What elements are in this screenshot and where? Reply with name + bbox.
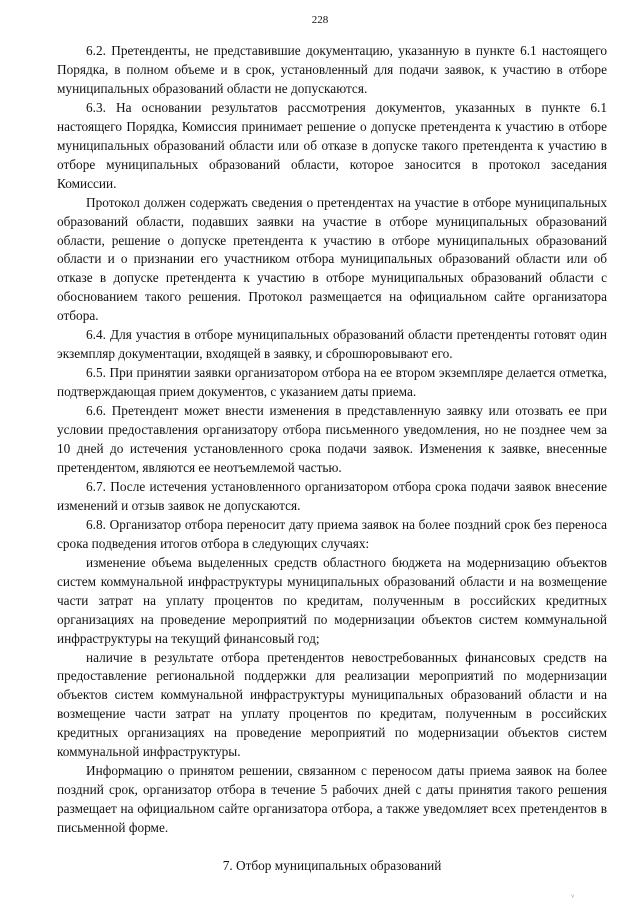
paragraph-6-8: 6.8. Организатор отбора переносит дату приема заявок на более поздний срок без переноса срока подведения итогов отбора в следующих случаях: <box>57 516 607 551</box>
page-number: 228 <box>311 14 329 26</box>
paragraph-notification: Информацию о принятом решении, связанном с переносом даты приема заявок на более поздний срок, организатор отбора в течение 5 рабочих дней с даты принятия такого решения размещает на официальном сайте организатора отбора, а также уведомляет всех претендентов в письменной форме. <box>57 763 607 836</box>
section-title: 7. Отбор муниципальных образований <box>222 858 442 874</box>
paragraph-6-5: 6.5. При принятии заявки организатором отбора на ее втором экземпляре делается отметка, подтверждающая прием документов, с указанием даты приема. <box>57 365 607 400</box>
paragraph-6-6: 6.6. Претендент может внести изменения в представленную заявку или отозвать ее при условии предоставления организатору отбора письменного уведомления, но не позднее чем за 10 дней до истечения установленного срока подачи заявок. Изменения к заявке, внесенные претендентом, являются ее неотъемлемой частью. <box>57 403 607 475</box>
document-body <box>57 42 607 875</box>
paragraph-6-3: 6.3. На основании результатов рассмотрения документов, указанных в пункте 6.1 настоящего Порядка, Комиссия принимает решение о допуске претендента к участию в отборе муниципальных образований области или об отказе в допуске такого претендента к участию в отборе муниципальных образований области, которое заносится в протокол заседания Комиссии. <box>57 99 607 191</box>
paragraph-6-2: 6.2. Претенденты, не представившие документацию, указанную в пункте 6.1 настоящего Порядка, в полном объеме и в срок, установленный для подачи заявок, к участию в отборе муниципальных образований области не допускаются. <box>57 43 607 96</box>
paragraph-6-4: 6.4. Для участия в отборе муниципальных образований области претенденты готовят один экземпляр документации, входящей в заявку, и сброшюровывают его. <box>57 327 607 362</box>
paragraph-case-unclaimed-funds: наличие в результате отбора претендентов невостребованных финансовых средств на предоставление региональной поддержки для реализации мероприятий по модернизации объектов систем коммунальной инфраструктуры муниципальных образований области и на возмещение части затрат на уплату процентов по кредитам, полученным в российских кредитных организациях на проведение мероприятий по модернизации объектов систем коммунальной инфраструктуры. <box>57 649 607 760</box>
footer-mark: ˅ <box>571 894 575 900</box>
paragraph-protocol: Протокол должен содержать сведения о претендентах на участие в отборе муниципальных образований области, подавших заявки на участие в отборе муниципальных образований области, решение о допуске претендента к участию в отборе муниципальных образований области и о признании его участником отбора муниципальных образований области или об отказе в допуске претендента к участию в отборе муниципальных образований области с обоснованием такого решения. Протокол размещается на официальном сайте организатора отбора. <box>57 194 607 324</box>
paragraph-6-7: 6.7. После истечения установленного организатором отбора срока подачи заявок внесение изменений и отзыв заявок не допускаются. <box>57 478 607 513</box>
paragraph-case-budget-change: изменение объема выделенных средств областного бюджета на модернизацию объектов систем коммунальной инфраструктуры муниципальных образований области и на возмещение части затрат на уплату процентов по кредитам, полученным в российских кредитных организациях на проведение мероприятий по модернизации объектов систем коммунальной инфраструктуры на текущий финансовый год; <box>57 554 607 646</box>
